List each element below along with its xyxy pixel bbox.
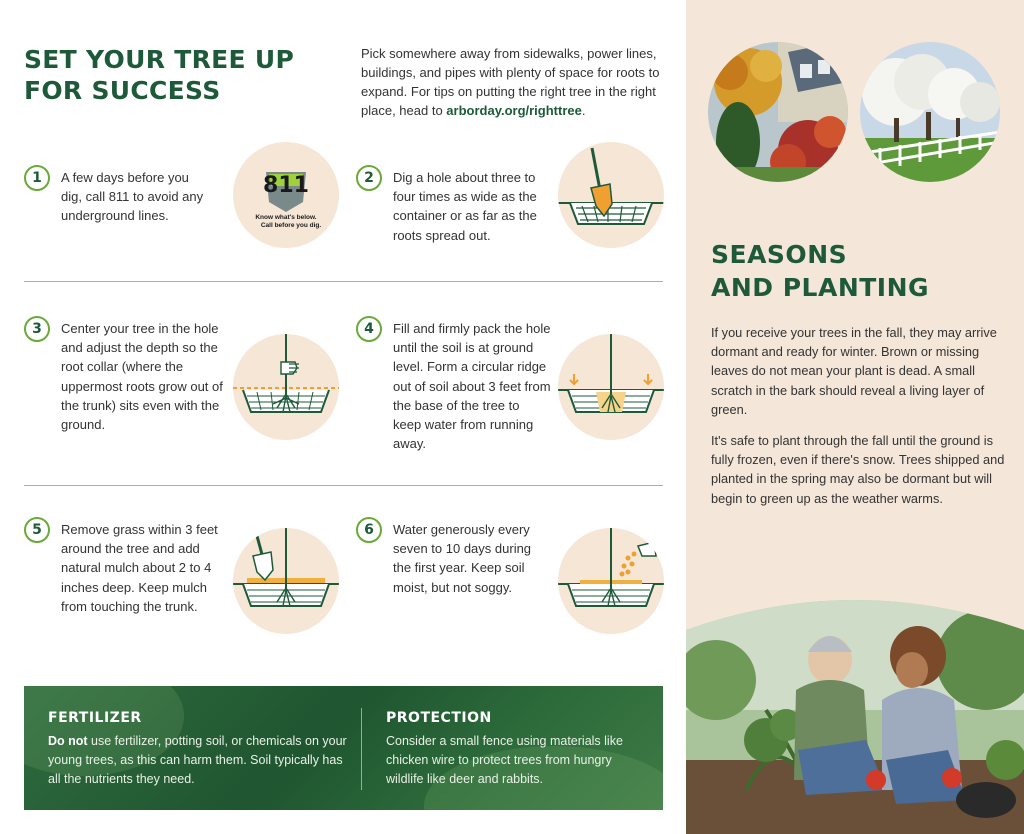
tips-box: [24, 686, 663, 810]
fertilizer-text: Do not use fertilizer, potting soil, or chemicals on your young trees, as this can harm them. Soil typically has all the nutrients they need.: [48, 734, 347, 786]
tips-divider: [361, 708, 362, 790]
811-logo-icon: [233, 142, 339, 248]
logo-811-tagline-1: Know what's below.: [255, 214, 317, 221]
tree-in-hole-icon: [233, 334, 339, 440]
protection-section: [386, 710, 651, 789]
step-6-number: 6: [356, 517, 382, 543]
logo-811-number: 811: [263, 173, 309, 198]
step-6-text: Water generously every seven to 10 days during the first year. Keep soil moist, but not soggy.: [393, 522, 532, 595]
divider-2: [24, 485, 663, 486]
planting-photo: [686, 590, 1024, 834]
righttree-link[interactable]: arborday.org/righttree: [446, 103, 582, 118]
step-4-text: Fill and firmly pack the hole until the soil is at ground level. Form a circular ridge out of soil about 3 feet from the base of the tree to keep water from running away.: [393, 321, 551, 452]
spring-blossom-photo: [860, 42, 1000, 182]
side-panel: [686, 0, 1024, 834]
divider-1: [24, 281, 663, 282]
step-5-number: 5: [24, 517, 50, 543]
watering-can-icon: [558, 528, 664, 634]
seasons-paragraph-2: It's safe to plant through the fall until the ground is fully frozen, even if there's snow. Trees shipped and planted in the spring may also be dormant but will begin to green up as the weather warms.: [711, 433, 1005, 506]
step-5-text: Remove grass within 3 feet around the tree and add natural mulch about 2 to 4 inches deep. Keep mulch from touching the trunk.: [61, 522, 218, 614]
step-3-number: 3: [24, 316, 50, 342]
intro-text: Pick somewhere away from sidewalks, power lines, buildings, and pipes with plenty of space for roots to expand. For tips on putting the right tree in the right place, head to arborday.org/righttree.: [361, 46, 660, 118]
step-2-text: Dig a hole about three to four times as wide as the container or as far as the roots spread out.: [393, 170, 537, 243]
fertilizer-title: FERTILIZER: [48, 710, 142, 726]
protection-title: PROTECTION: [386, 710, 492, 726]
fall-tree-photo: [708, 42, 848, 182]
page-title: SET YOUR TREE UP FOR SUCCESS: [24, 45, 295, 105]
fertilizer-section: [48, 710, 348, 789]
step-1-text: A few days before you dig, call 811 to avoid any underground lines.: [61, 170, 204, 224]
step-4-number: 4: [356, 316, 382, 342]
protection-text: Consider a small fence using materials like chicken wire to protect trees from hungry wildlife like deer and rabbits.: [386, 734, 623, 786]
seasons-title: SEASONS AND PLANTING: [711, 240, 930, 302]
mulch-shovel-icon: [233, 528, 339, 634]
seasons-paragraph-1: If you receive your trees in the fall, they may arrive dormant and ready for winter. Brown or missing leaves do not mean your plant is dead. A small scratch in the bark should reveal a living layer of green.: [711, 325, 997, 417]
step-3-text: Center your tree in the hole and adjust the depth so the root collar (where the uppermost roots grow out of the trunk) sits even with the ground.: [61, 321, 223, 433]
shovel-hole-icon: [558, 142, 664, 248]
packed-soil-icon: [558, 334, 664, 440]
step-1-number: 1: [24, 165, 50, 191]
step-2-number: 2: [356, 165, 382, 191]
logo-811-tagline-2: Call before you dig.: [260, 222, 322, 229]
